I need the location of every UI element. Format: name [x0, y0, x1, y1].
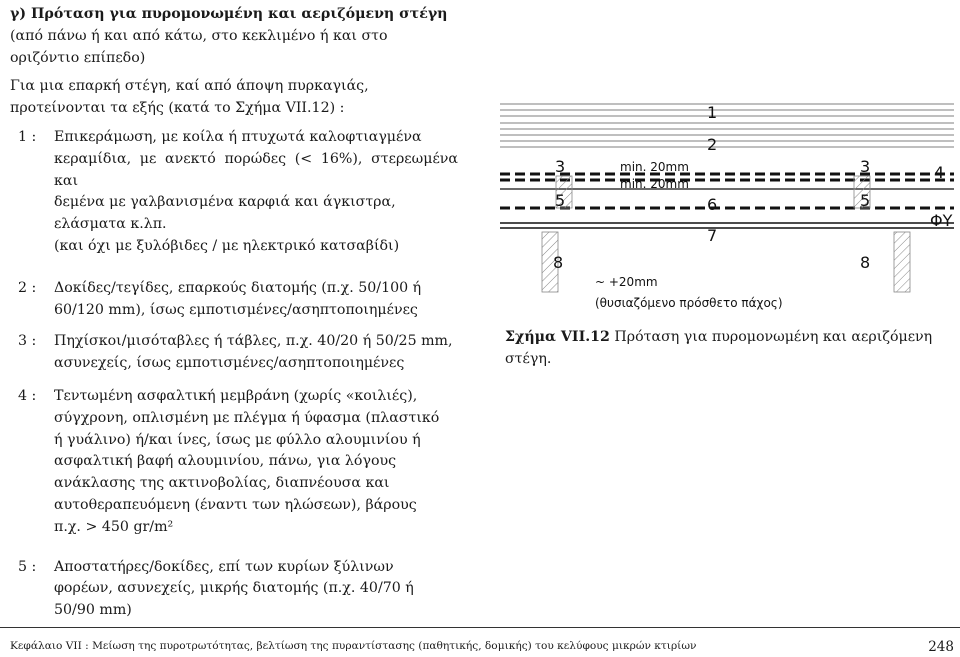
item-number: 3 :: [18, 333, 37, 350]
roof-section-diagram: [498, 96, 958, 322]
label-3-right: 3: [860, 157, 871, 176]
label-3-left: 3: [555, 157, 566, 176]
label-5-left: 5: [555, 191, 566, 210]
label-2: 2: [707, 135, 718, 154]
label-1: 1: [707, 103, 718, 122]
caption-label: Σχήμα VII.12: [505, 329, 610, 345]
page-footer: Κεφάλαιο VII : Μείωση της πυροτρωτότητας, βελτίωση της πυραντίστασης (παθητικής, δομικής) του κελύφους μικρών κτιρίων: [10, 640, 697, 652]
plus-20mm-note: ~ +20mm: [595, 275, 658, 289]
sacrificial-thickness-note: (θυσιαζόμενο πρόσθετο πάχος): [595, 296, 783, 310]
item-4: 4 : Τεντωμένη ασφαλτική μεμβράνη (χωρίς «κοιλιές), σύγχρονη, οπλισμένη με πλέγμα ή ύφασμα (πλαστικό ή γυάλινο) ή/και ίνες, ίσως με φύλλο αλουμινίου ή ασφαλτική βαφή αλουμινίου, πάνω, για λόγους ανάκλασης της ακτινοβολίας, διαπνέουσα και αυτοθεραπευόμενη (έναντι των ηλώσεων), βάρους π.χ. > 450 gr/m²: [18, 387, 440, 535]
label-5-right: 5: [860, 191, 871, 210]
item-5: 5 : Αποστατήρες/δοκίδες, επί των κυρίων ξύλινων φορέων, ασυνεχείς, μικρής διατομής (π.χ. 40/70 ή 50/90 mm): [18, 558, 414, 619]
label-7: 7: [707, 226, 718, 245]
diagram-numbers: [553, 103, 953, 272]
item-number: 1 :: [18, 128, 37, 145]
figure-caption: [505, 327, 953, 370]
item-note: (και όχι με ξυλόβιδες / με ηλεκτρικό κατσαβίδι): [54, 237, 400, 254]
item-1: 1 : Επικεράμωση, με κοίλα ή πτυχωτά καλοφτιαγμένα κεραμίδια, με ανεκτό πορώδες (< 16%), στερεωμένα και δεμένα με γαλβανισμένα καρφιά και άγκιστρα, ελάσματα κ.λπ. (και όχι με ξυλόβιδες / με ηλεκτρικό κατσαβίδι): [10, 127, 458, 258]
min-20mm-top: min. 20mm: [620, 160, 689, 174]
label-fy: ΦΥ: [930, 211, 953, 230]
caption-text-line2: στέγη.: [505, 350, 552, 367]
label-6: 6: [707, 195, 718, 214]
section-title: γ) Πρόταση για πυρομονωμένη και αεριζόμενη στέγη: [10, 6, 448, 22]
caption-text: Πρόταση για πυρομονωμένη και αεριζόμενη: [609, 329, 933, 345]
main-text-column: [10, 4, 458, 622]
page-number: 248: [928, 639, 954, 655]
item-number: 2 :: [18, 279, 37, 296]
label-4: 4: [934, 163, 945, 182]
item-2: 2 : Δοκίδες/τεγίδες, επαρκούς διατομής (π.χ. 50/100 ή 60/120 mm), ίσως εμποτισμένες/ασηπτοποιημένες: [18, 279, 422, 318]
item-number: 4 :: [18, 387, 37, 404]
fire-board: [500, 223, 954, 228]
label-8-left: 8: [553, 253, 564, 272]
footer-divider: [0, 627, 960, 628]
section-subtitle: (από πάνω ή και από κάτω, στο κεκλιμένο ή και στο οριζόντιο επίπεδο): [10, 27, 388, 66]
diagram-notes: [595, 160, 783, 310]
label-8-right: 8: [860, 253, 871, 272]
item-3: 3 : Πηχίσκοι/μισόταβλες ή τάβλες, π.χ. 40/20 ή 50/25 mm, ασυνεχείς, ίσως εμποτισμένες/ασηπτοποιημένες: [18, 333, 453, 372]
intro-paragraph: Για μια επαρκή στέγη, καί από άποψη πυρκαγιάς, προτείνονται τα εξής (κατά το Σχήμα VII.12) :: [10, 78, 369, 117]
min-20mm-bottom: min. 20mm: [620, 177, 689, 191]
item-number: 5 :: [18, 558, 37, 575]
tile-layer: [500, 104, 954, 147]
rafter-right: [894, 232, 910, 292]
